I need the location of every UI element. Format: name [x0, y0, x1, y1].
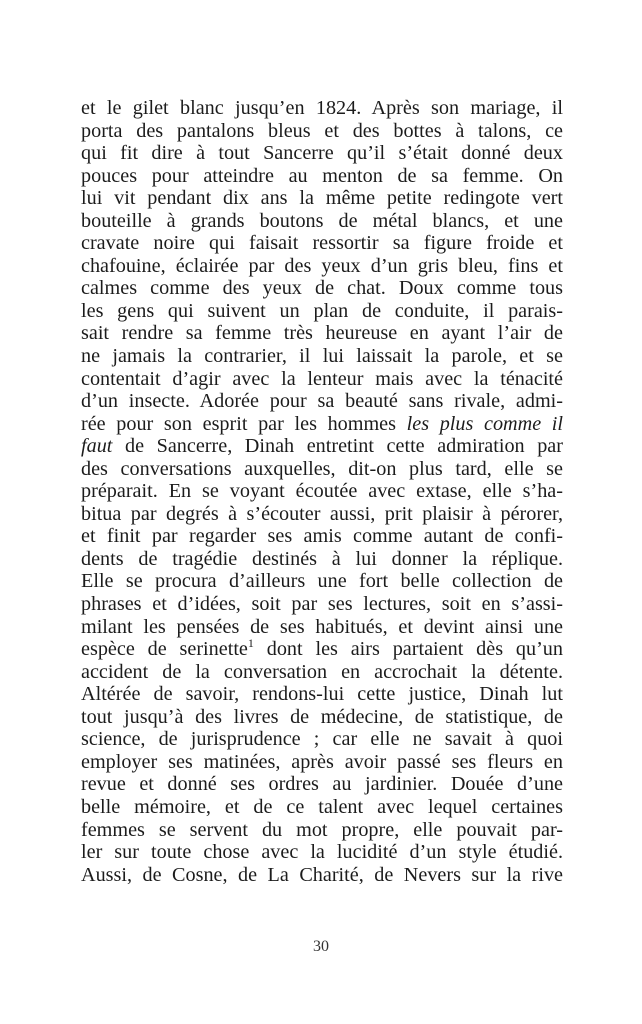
- text-line: dents de tragédie destinés à lui donner la réplique.: [81, 547, 563, 570]
- text-line: ler sur toute chose avec la lucidité d’un style étudié.: [81, 841, 563, 864]
- text-line: les gens qui suivent un plan de conduite, il parais-: [81, 299, 563, 322]
- page-number: 30: [313, 938, 329, 955]
- text-line: chafouine, éclairée par des yeux d’un gris bleu, fins et: [81, 254, 563, 277]
- footnote-marker[interactable]: 1: [247, 636, 254, 651]
- text-line: préparait. En se voyant écoutée avec extase, elle s’ha-: [81, 480, 563, 503]
- text-line: accident de la conversation en accrochait la détente.: [81, 660, 563, 683]
- text-line: bouteille à grands boutons de métal blancs, et une: [81, 209, 563, 232]
- body-text: [81, 97, 563, 886]
- text-line: Aussi, de Cosne, de La Charité, de Nevers sur la rive: [81, 863, 563, 886]
- text-line: tout jusqu’à des livres de médecine, de statistique, de: [81, 705, 563, 728]
- text-line: d’un insecte. Adorée pour sa beauté sans rivale, admi-: [81, 390, 563, 413]
- text-line: belle mémoire, et de ce talent avec lequel certaines: [81, 795, 563, 818]
- text-line: bitua par degrés à s’écouter aussi, prit plaisir à pérorer,: [81, 502, 563, 525]
- text-line: sait rendre sa femme très heureuse en ayant l’air de: [81, 322, 563, 345]
- text-line: [81, 413, 563, 436]
- text-line: Elle se procura d’ailleurs une fort belle collection de: [81, 570, 563, 593]
- text-segment: espèce de serinette: [81, 638, 248, 661]
- text-line: pouces pour atteindre au menton de sa femme. On: [81, 164, 563, 187]
- text-line: revue et donné ses ordres au jardinier. Douée d’une: [81, 773, 563, 796]
- text-line: ne jamais la contrarier, il lui laissait la parole, et se: [81, 345, 563, 368]
- text-line: des conversations auxquelles, dit-on plus tard, elle se: [81, 457, 563, 480]
- text-line: lui vit pendant dix ans la même petite redingote vert: [81, 187, 563, 210]
- text-segment: de Sancerre, Dinah entretint cette admiration par: [112, 435, 563, 458]
- text-line: [81, 435, 563, 458]
- text-line: et le gilet blanc jusqu’en 1824. Après son mariage, il: [81, 97, 563, 119]
- text-line: Altérée de savoir, rendons-lui cette justice, Dinah lut: [81, 683, 563, 706]
- text-line: cravate noire qui faisait ressortir sa figure froide et: [81, 232, 563, 255]
- italic-segment: faut: [81, 435, 113, 458]
- text-line: milant les pensées de ses habitués, et devint ainsi une: [81, 615, 563, 638]
- text-line: qui fit dire à tout Sancerre qu’il s’était donné deux: [81, 142, 563, 165]
- text-line: et finit par regarder ses amis comme autant de confi-: [81, 525, 563, 548]
- text-line: [81, 638, 563, 661]
- text-line: employer ses matinées, après avoir passé ses fleurs en: [81, 750, 563, 773]
- text-line: phrases et d’idées, soit par ses lectures, soit en s’assi-: [81, 593, 563, 616]
- text-segment: rée pour son esprit par les hommes: [81, 412, 407, 435]
- text-line: contentait d’agir avec la lenteur mais avec la ténacité: [81, 367, 563, 390]
- text-line: science, de jurisprudence ; car elle ne savait à quoi: [81, 728, 563, 751]
- text-line: calmes comme des yeux de chat. Doux comme tous: [81, 277, 563, 300]
- text-line: porta des pantalons bleus et des bottes à talons, ce: [81, 119, 563, 142]
- text-line: femmes se servent du mot propre, elle pouvait par-: [81, 818, 563, 841]
- text-segment: dont les airs partaient dès qu’un: [253, 638, 563, 661]
- italic-segment: les plus comme il: [406, 412, 564, 435]
